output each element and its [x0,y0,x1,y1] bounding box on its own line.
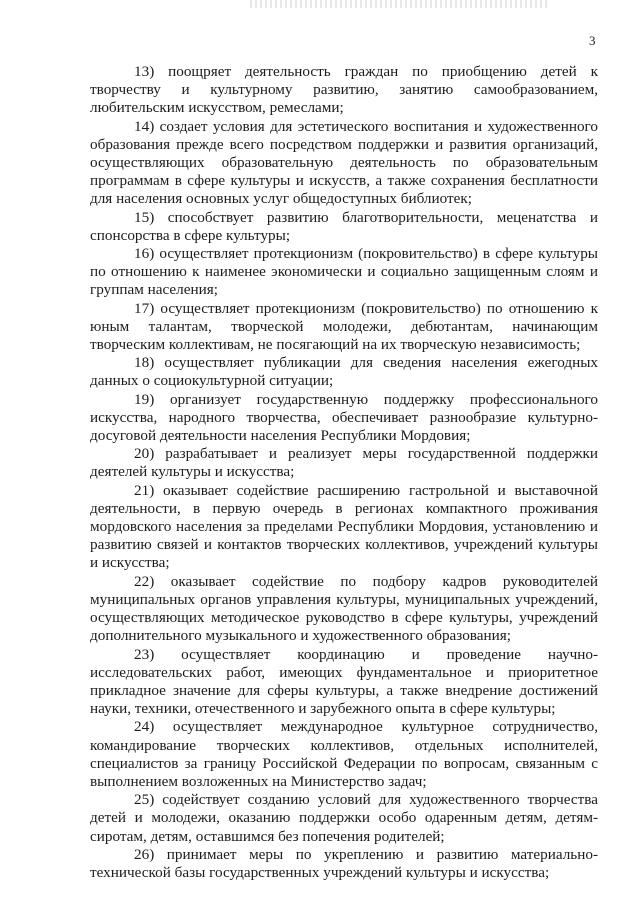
list-item: 14) создает условия для эстетического воспитания и художественного образования прежде всего посредством поддержки и развития организаций, осуществляющих образовательную деятельность по образовательным программам в сфере культуры и искусств, а также сохранения бесплатности для населения основных услуг общедоступных библиотек; [90,117,598,208]
list-item: 20) разрабатывает и реализует меры государственной поддержки деятелей культуры и искусства; [90,445,598,481]
scan-artifact [250,0,550,8]
list-item: 21) оказывает содействие расширению гастрольной и выставочной деятельности, в первую очередь в регионах компактного проживания мордовского населения за пределами Республики Мордовия, установлению и развитию связей и контактов творческих коллективов, учреждений культуры и искусства; [90,481,598,572]
list-item: 22) оказывает содействие по подбору кадров руководителей муниципальных органов управления культуры, муниципальных учреждений, осуществляющих методическое руководство в сфере культуры, учреждений дополнительного музыкального и художественного образования; [90,572,598,645]
page-number: 3 [589,33,596,48]
list-item: 19) организует государственную поддержку профессионального искусства, народного творчества, обеспечивает разнообразие культурно-досуговой деятельности населения Республики Мордовия; [90,390,598,445]
list-item: 17) осуществляет протекционизм (покровительство) по отношению к юным талантам, творческой молодежи, дебютантам, начинающим творческим коллективам, не посягающий на их творческую независимость; [90,299,598,354]
list-item: 25) содействует созданию условий для художественного творчества детей и молодежи, оказанию поддержки особо одаренным детям, детям-сиротам, детям, оставшимся без попечения родителей; [90,791,598,845]
list-item: 23) осуществляет координацию и проведение научно-исследовательских работ, имеющих фундаментальное и приоритетное прикладное значение для сферы культуры, а также внедрение достижений науки, техники, отечественного и зарубежного опыта в сфере культуры; [90,645,598,718]
list-item: 13) поощряет деятельность граждан по приобщению детей к творчеству и культурному развитию, занятию самообразованием, любительским искусством, ремеслами; [90,63,598,117]
list-item: 24) осуществляет международное культурное сотрудничество, командирование творческих коллективов, отдельных исполнителей, специалистов за границу Российской Федерации по вопросам, связанным с выполнением возложенных на Министерство задач; [90,718,598,790]
list-item: 18) осуществляет публикации для сведения населения ежегодных данных о социокультурной ситуации; [90,354,598,390]
list-item: 16) осуществляет протекционизм (покровительство) в сфере культуры по отношению к наименее экономически и социально защищенным слоям и группам населения; [90,245,598,299]
list-item: 15) способствует развитию благотворительности, меценатства и спонсорства в сфере культуры; [90,208,598,244]
document-body [90,63,598,882]
list-item: 26) принимает меры по укреплению и развитию материально-технической базы государственных учреждений культуры и искусства; [90,845,598,881]
